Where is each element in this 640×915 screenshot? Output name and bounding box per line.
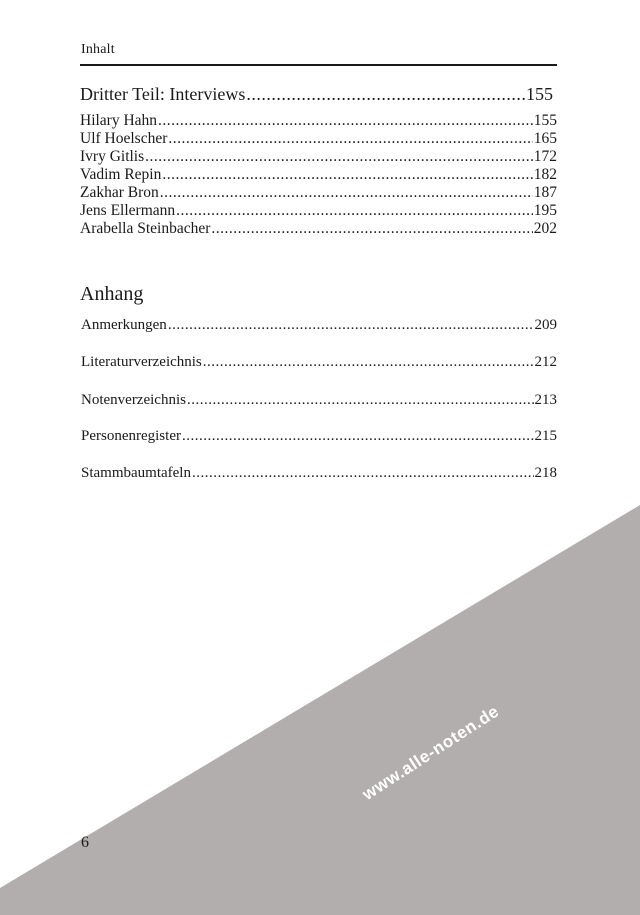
toc-entry-label: Jens Ellermann bbox=[80, 202, 176, 219]
toc-entry-label: Hilary Hahn bbox=[80, 112, 158, 129]
toc-entry-page: 209 bbox=[534, 317, 557, 333]
toc-entry-page: 202 bbox=[533, 220, 557, 237]
toc-entry-label: Literaturverzeichnis bbox=[81, 354, 202, 370]
running-head: Inhalt bbox=[81, 42, 115, 57]
toc-section-page: 155 bbox=[526, 84, 553, 104]
toc-entry-label: Arabella Steinbacher bbox=[80, 220, 211, 237]
toc-entry-label: Zakhar Bron bbox=[80, 184, 159, 201]
watermark-text[interactable]: www.alle-noten.de bbox=[359, 701, 503, 804]
toc-entry-page: 215 bbox=[534, 428, 557, 444]
toc-entry-label: Anmerkungen bbox=[81, 317, 167, 333]
toc-entry-page: 212 bbox=[534, 354, 557, 370]
toc-entry-page: 172 bbox=[533, 148, 557, 165]
toc-entry-page: 213 bbox=[534, 392, 557, 408]
toc-section-title: Dritter Teil: Interviews bbox=[80, 84, 246, 104]
toc-entry-page: 182 bbox=[533, 166, 557, 183]
toc-entry-label: Ivry Gitlis bbox=[80, 148, 145, 165]
toc-entry-page: 155 bbox=[533, 112, 557, 129]
appendix-title: Anhang bbox=[80, 283, 144, 305]
toc-entry-page: 187 bbox=[533, 184, 557, 201]
toc-entry-label: Ulf Hoelscher bbox=[80, 130, 168, 147]
toc-entry-label: Personenregister bbox=[81, 428, 181, 444]
toc-entry-page: 218 bbox=[534, 465, 557, 481]
toc-entry-label: Stammbaumtafeln bbox=[81, 465, 191, 481]
toc-entry-label: Vadim Repin bbox=[80, 166, 162, 183]
toc-entry-label: Notenverzeichnis bbox=[81, 392, 186, 408]
toc-entry-page: 165 bbox=[533, 130, 557, 147]
toc-entry-page: 195 bbox=[533, 202, 557, 219]
page-number: 6 bbox=[81, 834, 89, 851]
watermark-band-shape bbox=[0, 505, 640, 915]
